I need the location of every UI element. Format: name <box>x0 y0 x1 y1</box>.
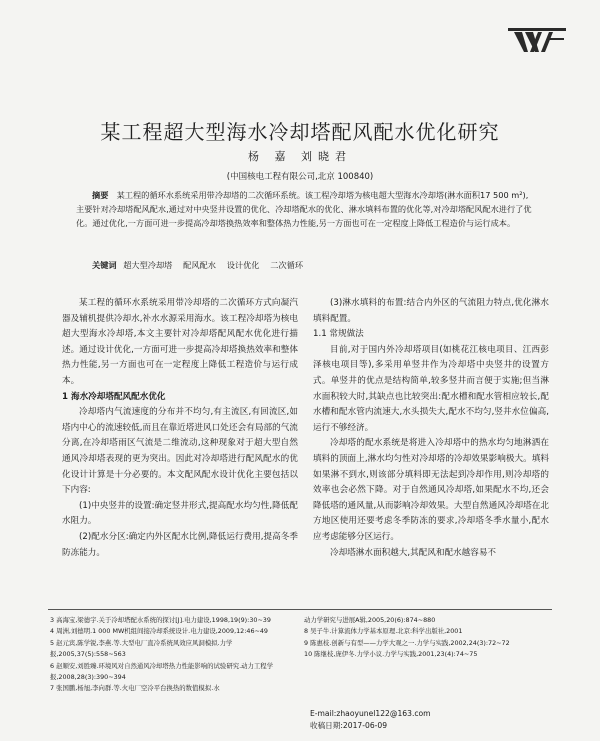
intro-paragraph: 某工程的循环水系统采用带冷却塔的二次循环方式向凝汽器及辅机提供冷却水,补水水源采用海水。该工程冷却塔为核电超大型海水冷却塔,本文主要针对冷却塔配风配水优化进行描述。通过设计优化,一方面可进一步提高冷却塔换热效率和整体热力性能,另一方面也可在一定程度上降低工程造价与运行成本。 <box>62 298 298 386</box>
list-item: (2)配水分区:确定内外区配水比例,降低运行费用,提高冬季防冻能力。 <box>62 531 298 558</box>
list-item: (1)中央竖井的设置:确定竖井形式,提高配水均匀性,降低配水阻力。 <box>62 500 298 527</box>
subsection-heading: 1.1 常规做法 <box>313 329 364 340</box>
body-paragraph: 冷却塔内气流速度的分布并不均匀,有主流区,有回流区,如塔内中心的流速较低,而且在靠近塔进风口处还会有局部的气流分离,在冷却塔雨区气流是二维流动,这种现象对于超大型自然通风冷却塔表现的更为突出。因此对冷却塔进行配风配水的优化设计计算是十分必要的。本文配风配水设计优化主要包括以下内容: <box>62 407 298 496</box>
affiliation: (中国核电工程有限公司,北京 100840) <box>226 172 374 182</box>
keyword-item: 配风配水 <box>183 260 216 270</box>
keyword-item: 设计优化 <box>226 260 260 270</box>
keywords <box>92 260 532 271</box>
reference-item: 5 赵元宾,陈学锐,李燕.等.大型电厂直冷系统风效应风洞模拟.力学报,2005,37(5):558~563 <box>50 638 233 659</box>
list-item: (3)淋水填料的布置:结合内外区的气流阻力特点,优化淋水填料配置。 <box>313 298 549 324</box>
keyword-item: 二次循环 <box>270 260 304 270</box>
reference-item: 6 赵顺安,刘胜臻.环境风对自然通风冷却塔热力性能影响的试验研究.动力工程学报,2008,28(3):390~394 <box>50 661 274 682</box>
references-divider <box>48 609 552 610</box>
received-date: 收稿日期:2017-06-09 <box>310 721 388 730</box>
references-left <box>50 615 298 695</box>
author-email: E-mail:zhaoyunel122@163.com <box>310 709 431 718</box>
authors: 杨 嘉 刘晓君 <box>248 150 352 163</box>
section-heading: 1 海水冷却塔配风配水优化 <box>62 391 166 402</box>
author-footer <box>310 708 550 732</box>
abstract <box>76 188 536 230</box>
reference-item: 4 周洲,刘德明.1 000 MW机组间接冷却系统设计.电力建设,2009,12:46~49 <box>50 627 269 636</box>
keywords-label: 关键词 <box>92 260 117 270</box>
journal-logo <box>508 26 566 56</box>
body-paragraph: 目前,对于国内外冷却塔项目(如桃花江核电项目、江西彭泽核电项目等),多采用单竖井作为冷却塔中央竖井的设置方式。单竖井的优点是结构简单,较多竖井而言便于实施;但当淋水面积较大时,其缺点也比较突出:配水槽和配水管相应较长,配水槽和配水管内流速大,水头损失大,配水不均匀,竖井水位偏高,运行不够经济。 <box>313 344 549 433</box>
keyword-item: 超大型冷却塔 <box>123 260 173 270</box>
abstract-label: 摘要 <box>92 190 109 200</box>
abstract-text: 某工程的循环水系统采用带冷却塔的二次循环系统。该工程冷却塔为核电超大型海水冷却塔(淋水面积17 500 m²),主要针对冷却塔配风配水,通过对中央竖井设置的优化、冷却塔配水的优化、淋水填料布置的优化等,对冷却塔配风配水进行了优化。通过优化,一方面可进一步提高冷却塔换热效率和整体热力性能,另一方面也可在一定程度上降低工程造价与运行成本。 <box>76 190 532 228</box>
reference-item: 7 张国鹏,杨旭,李向群.等.火电厂空冷平台换热的数值模拟.水 <box>50 684 220 693</box>
reference-item: 3 高海宝,梁德宇.关于冷却塔配水系统的探讨[J].电力建设,1998,19(9):30~39 <box>50 616 271 624</box>
body-paragraph: 冷却塔淋水面积越大,其配风和配水越容易不 <box>330 547 497 558</box>
body-paragraph: 冷却塔的配水系统是将进入冷却塔中的热水均匀地淋洒在填料的顶面上,淋水均匀性对冷却塔的冷却效果影响极大。填料如果淋不到水,则该部分填料即无法起到冷却作用,则冷却塔的效率也会必然下降。对于自然通风冷却塔,如果配水不均,还会降低塔的通风量,从而影响冷却效果。大型自然通风冷却塔在北方地区使用还要考虑冬季防冻的要求,冷却塔冬季水量小,配水应考虑能够分区运行。 <box>313 438 549 542</box>
body-left-column <box>62 296 298 561</box>
reference-item: 10 陈继枝,庞伊冬.力学小议.力学与实践,2001,23(4):74~75 <box>304 650 478 659</box>
body-right-column <box>313 296 549 561</box>
paper-title: 某工程超大型海水冷却塔配风配水优化研究 <box>100 120 500 144</box>
reference-item: 9 陈惠枝.创新与有型——力学大观之一.力学与实践,2002,24(3):72~72 <box>304 638 510 647</box>
reference-item: 8 吴子牛.计算流体力学基本原理.北京:科学出版社,2001 <box>304 627 463 636</box>
references-right <box>304 615 552 661</box>
reference-item: 动力学研究与进展A辑,2005,20(6):874~880 <box>304 616 436 624</box>
